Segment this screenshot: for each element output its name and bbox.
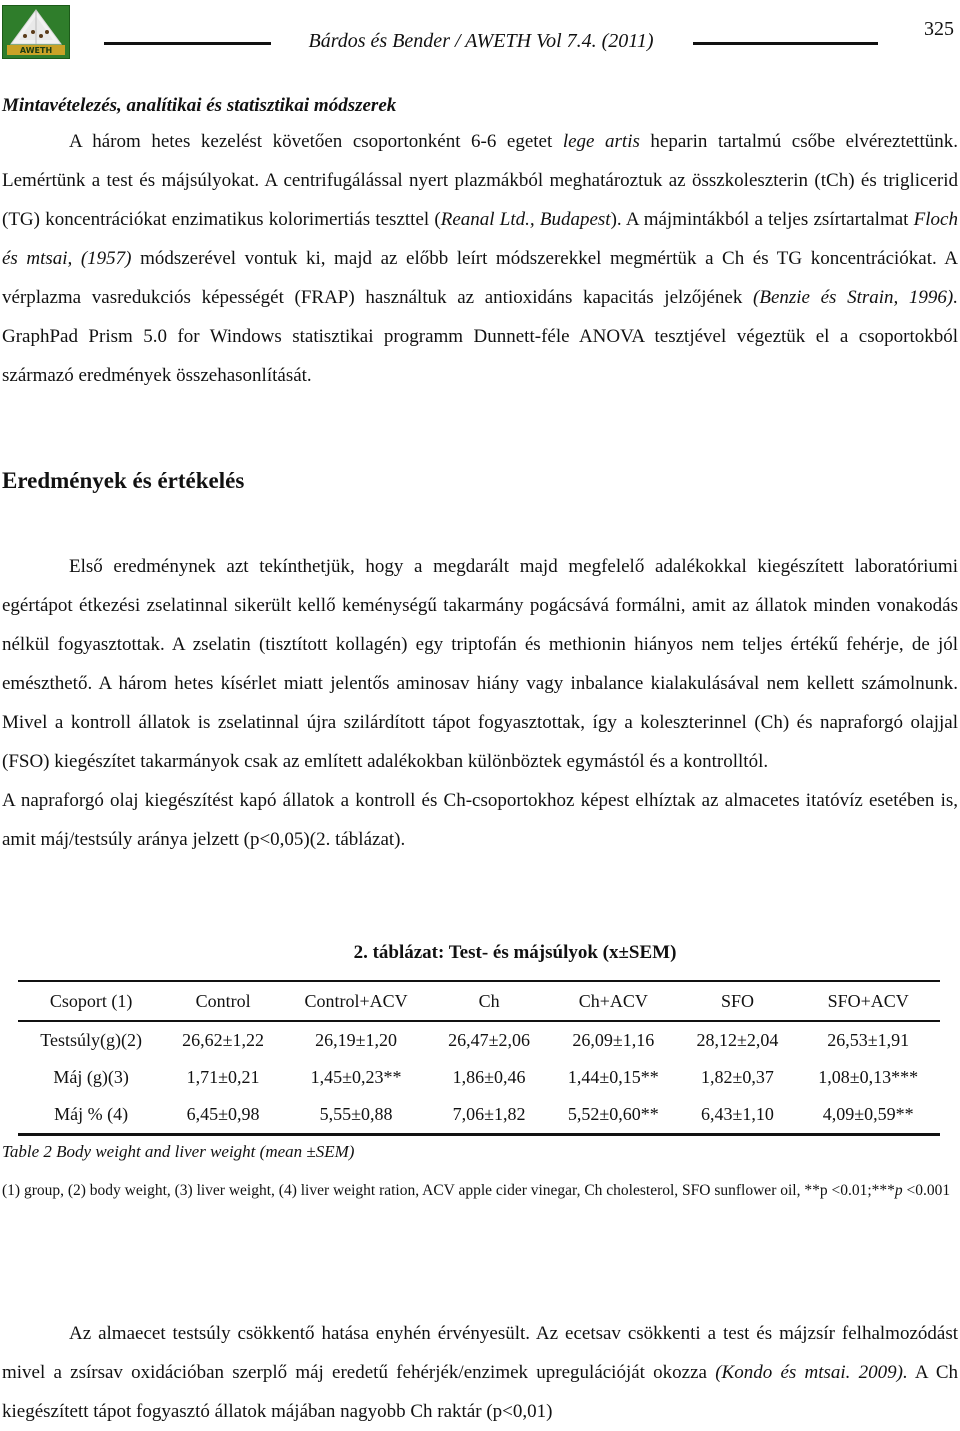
page-header bbox=[0, 0, 960, 70]
table-cell: 26,53±1,91 bbox=[827, 1030, 910, 1050]
table-cell: 1,86±0,46 bbox=[452, 1067, 526, 1087]
results-title: Eredmények és értékelés bbox=[2, 468, 245, 493]
table-cell: 7,06±1,82 bbox=[430, 1096, 548, 1135]
header-rule-right bbox=[693, 42, 878, 45]
table-cell: 6,45±0,98 bbox=[164, 1096, 282, 1135]
table-row bbox=[18, 1096, 940, 1135]
table-cell: 1,08±0,13*** bbox=[818, 1067, 919, 1087]
table-caption: 2. táblázat: Test- és májsúlyok (x±SEM) bbox=[353, 942, 677, 963]
table-cell: 28,12±2,04 bbox=[696, 1030, 779, 1050]
results-section bbox=[2, 547, 958, 859]
column-header: SFO bbox=[679, 981, 797, 1021]
column-header: Csoport (1) bbox=[18, 981, 164, 1021]
column-header: Control bbox=[164, 981, 282, 1021]
table-footnote: (1) group, (2) body weight, (3) liver weight, (4) liver weight ration, ACV apple cider vinegar, Ch cholesterol, SFO sunflower oil, **p <0.01;***p <0.001 bbox=[2, 1182, 951, 1199]
row-label: Testsúly(g)(2) bbox=[40, 1030, 142, 1050]
results-paragraph-1: Első eredménynek azt tekínthetjük, hogy a megdarált majd megfelelő adalékokkal kiegészített laboratóriumi egértápot étkezési zselatinnal sikerült kellő keménységű takarmány pogácsává formálni, amit az állatok minden vonakodás nélkül fogyasztottak. A zselatin (tisztított kollagén) egy triptofán és methionin hiányos nem teljes értékű fehérje, de jól emészthető. A három hetes kísérlet miatt jelentős aminosav hiány vagy inbalance kialakulásával nem kellett számolnunk. Mivel a kontroll állatok is zselatinnal újra szilárdított tápot fogyasztottak, így a koleszterinnel (Ch) és napraforgó olajjal (FSO) kiegészítet takarmányok csak az említett adalékokban különböztek egymástól és a kontrolltól. bbox=[2, 556, 958, 772]
closing-paragraph: Az almaecet testsúly csökkentő hatása enyhén érvényesült. Az ecetsav csökkenti a test és májzsír felhalmozódást mivel a zsírsav oxidációban szerplő máj eredetű fehérjék/enzimek upregulációját okozza (Kondo és mtsai. 2009). A Ch kiegészített tápot fogyasztó állatok májában nagyobb Ch raktár (p<0,01) bbox=[2, 1323, 958, 1422]
table-cell: 26,19±1,20 bbox=[315, 1030, 398, 1050]
table-cell: 1,45±0,23** bbox=[310, 1067, 402, 1087]
table-cell: 1,71±0,21 bbox=[186, 1067, 260, 1087]
table-english-caption: Table 2 Body weight and liver weight (mean ±SEM) bbox=[2, 1142, 355, 1161]
table-cell: 5,52±0,60** bbox=[548, 1096, 679, 1135]
table-cell: 1,44±0,15** bbox=[567, 1067, 659, 1087]
table-row bbox=[18, 1021, 940, 1059]
column-header: Ch bbox=[430, 981, 548, 1021]
row-label: Máj % (4) bbox=[18, 1096, 164, 1135]
table-cell: 5,55±0,88 bbox=[282, 1096, 430, 1135]
body-liver-weight-table bbox=[18, 980, 940, 1136]
running-title: Bárdos és Bender / AWETH Vol 7.4. (2011) bbox=[308, 30, 654, 52]
methods-subtitle: Mintavételezés, analítikai és statisztikai módszerek bbox=[2, 95, 397, 116]
table-cell: 6,43±1,10 bbox=[679, 1096, 797, 1135]
methods-section bbox=[2, 90, 958, 395]
closing-section bbox=[2, 1314, 958, 1431]
table-header-row bbox=[18, 981, 940, 1021]
column-header: Control+ACV bbox=[282, 981, 430, 1021]
column-header: SFO+ACV bbox=[796, 981, 940, 1021]
table-cell: 26,62±1,22 bbox=[182, 1030, 265, 1050]
page-number: 325 bbox=[924, 18, 954, 40]
table-cell: 26,09±1,16 bbox=[572, 1030, 655, 1050]
pyramid-logo-icon bbox=[3, 6, 69, 58]
table-cell: 1,82±0,37 bbox=[701, 1067, 774, 1087]
column-header: Ch+ACV bbox=[548, 981, 679, 1021]
methods-paragraph: A három hetes kezelést követően csoportonként 6-6 egetet lege artis heparin tartalmú csőbe elvéreztettünk. Lemértünk a test és májsúlyokat. A centrifugálással nyert plazmákból meghatároztuk az összkoleszterin (tCh) és triglicerid (TG) koncentrációkat enzimatikus kolorimertiás teszttel (Reanal Ltd., Budapest). A májmintákból a teljes zsírtartalmat Floch és mtsai, (1957) módszerével vontuk ki, majd az előbb leírt módszerekkel megmértük a Ch és TG koncentrációkat. A vérplazma vasredukciós képességét (FRAP) használtuk az antioxidáns kapacitás jelzőjének (Benzie és Strain, 1996). GraphPad Prism 5.0 for Windows statisztikai programm Dunnett-féle ANOVA tesztjével végeztük el a csoportokból származó eredmények összehasonlítását. bbox=[2, 131, 959, 386]
journal-logo bbox=[2, 5, 70, 59]
header-rule-left bbox=[104, 42, 271, 45]
table-cell: 26,47±2,06 bbox=[448, 1030, 531, 1050]
results-paragraph-2: A napraforgó olaj kiegészítést kapó állatok a kontroll és Ch-csoportokhoz képest elhíztak az almacetes itatóvíz esetében is, amit máj/testsúly aránya jelzett (p<0,05)(2. táblázat). bbox=[2, 790, 958, 850]
table-cell: 4,09±0,59** bbox=[796, 1096, 940, 1135]
logo-text: AWETH bbox=[19, 46, 53, 55]
row-label: Máj (g)(3) bbox=[53, 1067, 129, 1087]
table-row bbox=[18, 1059, 940, 1096]
